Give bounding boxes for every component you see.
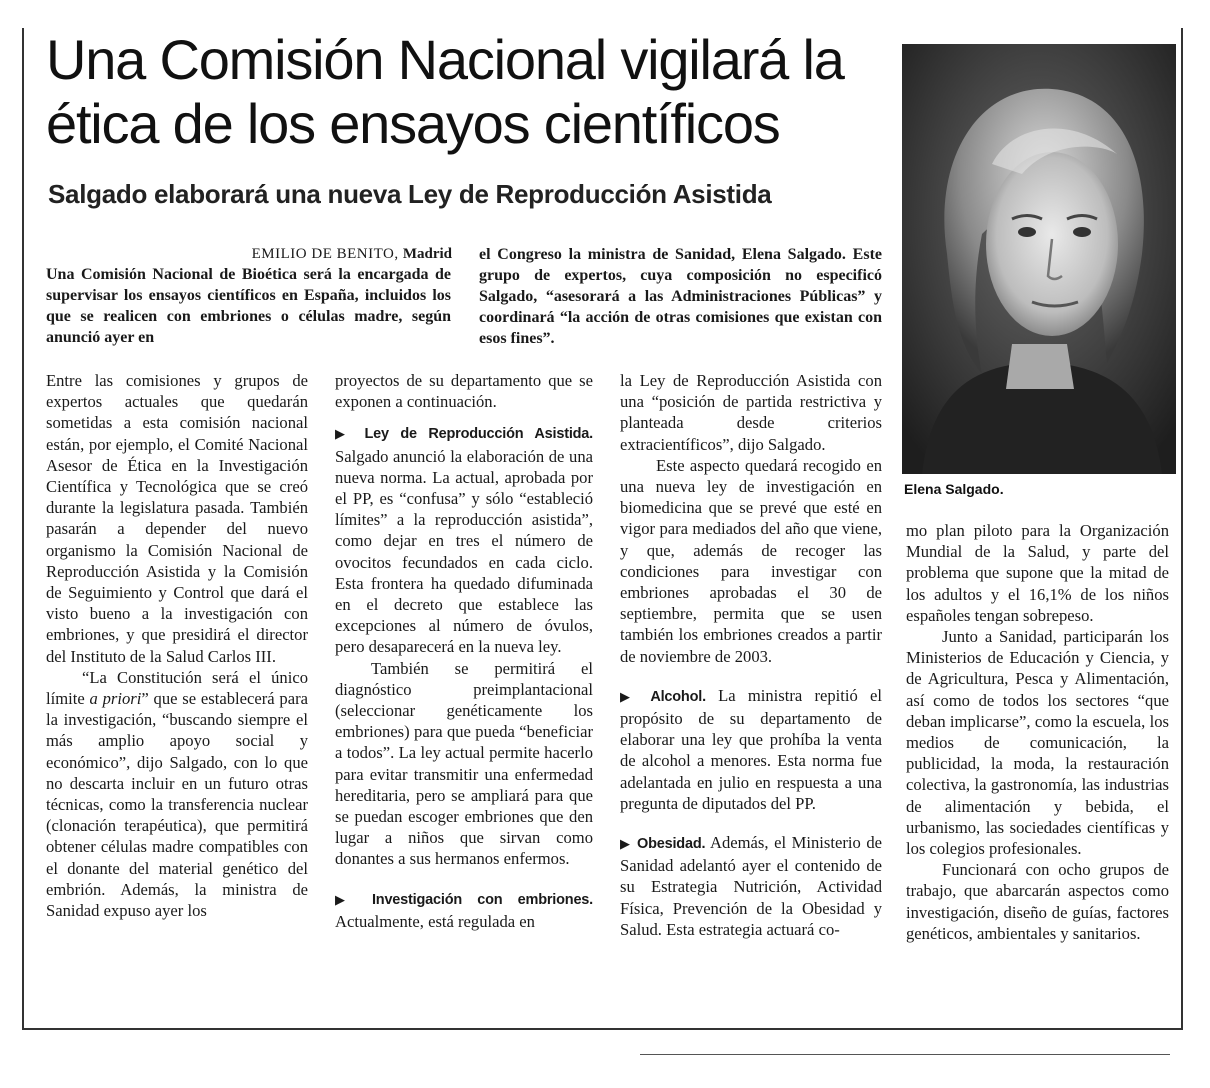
section-heading: Investigación con embriones. bbox=[371, 891, 593, 908]
body-column-4 bbox=[906, 520, 1169, 944]
frame-right-rule bbox=[1181, 28, 1183, 1030]
body-paragraph: La ministra repitió el propósito de su departamento de elaborar una ley que prohíba la venta de alcohol a menores. Esta norma fue adelantada en julio en respuesta a una pregunta de diputados del PP. bbox=[620, 685, 882, 813]
body-paragraph: También se permitirá el diagnóstico preimplantacional (seleccionar genéticamente los embriones) para que pueda “beneficiar a todos”. La ley actual permite hacerlo para evitar transmitir una enfermedad hereditaria, pero se ampliará para que se puedan escoger embriones que den lugar a niños que sirvan como donantes a sus hermanos enfermos. bbox=[335, 658, 593, 869]
body-paragraph: Además, el Ministerio de Sanidad adelantó ayer el contenido de su Estrategia Nutrición, Actividad Física, Prevención de la Obesidad y Salud. Esta estrategia actuará co- bbox=[620, 833, 883, 939]
headline: Una Comisión Nacional vigilará la ética de los ensayos científicos bbox=[46, 28, 844, 155]
body-paragraph: proyectos de su departamento que se exponen a continuación. bbox=[335, 371, 593, 412]
quote-text-end: ” que se establecerá para la investigación, “buscando siempre el más amplio apoyo social y económico”, dijo Salgado, con lo que no descarta incluir en un futuro otras técnicas, como la transferencia nuclear (clonación terapéutica), que permitirá obtener células madre compatibles con el donante del material genético del embrión. Además, la ministra de Sanidad expuso ayer los bbox=[46, 689, 308, 921]
byline-place: Madrid bbox=[402, 246, 452, 262]
section-arrow-icon: ▶ bbox=[335, 892, 357, 908]
body-paragraph: mo plan piloto para la Organización Mundial de la Salud, y parte del problema que supone que la mitad de los adultos y el 16,1% de los niños españoles tengan sobrepeso. bbox=[906, 521, 1169, 625]
subheadline: Salgado elaborará una nueva Ley de Reproducción Asistida bbox=[48, 179, 772, 209]
quote-italic-text: a priori bbox=[89, 689, 142, 709]
lead-paragraph-part-2: el Congreso la ministra de Sanidad, Elena Salgado. Este grupo de expertos, cuya composición no especificó Salgado, “asesorará a las Administraciones Públicas” y coordinará “la acción de otras comisiones que existan con esos fines”. bbox=[479, 246, 882, 347]
body-paragraph: Funcionará con ocho grupos de trabajo, que abarcarán aspectos como investigación, diseño de guías, factores genéticos, ambientales y sanitarios. bbox=[906, 860, 1169, 943]
section-heading: Ley de Reproducción Asistida. bbox=[364, 426, 593, 443]
bottom-rule bbox=[640, 1054, 1170, 1055]
section-heading: Obesidad. bbox=[637, 836, 706, 853]
byline bbox=[232, 244, 452, 264]
section-alcohol bbox=[620, 685, 882, 814]
body-paragraph-quote bbox=[46, 667, 308, 921]
section-embriones bbox=[335, 888, 593, 932]
body-paragraph: Junto a Sanidad, participarán los Ministerios de Educación y Ciencia, y de Agricultura, Pesca y Alimentación, así como de todos los sectores “que deban implicarse”, como la escuela, los medios de comunicación, la publicidad, la moda, la restauración colectiva, la gastronomía, las industrias de alimentación y bebida, el urbanismo, las sociedades científicas y los colegios profesionales. bbox=[906, 627, 1169, 859]
section-obesidad bbox=[620, 832, 882, 940]
body-paragraph: Salgado anunció la elaboración de una nueva norma. La actual, aprobada por el PP, es “confusa” y sólo “estableció límites” a la reproducción asistida”, como dejar en tres el número de ovocitos fecundados en cada ciclo. Esta frontera ha quedado difuminada en el decreto que establece las excepciones al número de óvulos, pero desaparecerá en la nueva ley. bbox=[335, 446, 593, 657]
section-arrow-icon: ▶ bbox=[335, 427, 353, 443]
portrait-photo bbox=[902, 44, 1176, 474]
photo-caption: Elena Salgado. bbox=[904, 481, 1004, 497]
body-paragraph: Este aspecto quedará recogido en una nueva ley de investigación en biomedicina que se prevé que esté en vigor para mediados del año que viene, y que, además de recoger las condiciones para investigar con embriones aprobadas el 30 de septiembre, permita que se usen también los embriones creados a partir de noviembre de 2003. bbox=[620, 455, 882, 666]
lead-paragraph-part-1: Una Comisión Nacional de Bioética será la encargada de supervisar los ensayos científicos en España, incluidos los que se realicen con embriones o células madre, según anunció ayer en bbox=[46, 266, 451, 346]
frame-left-rule bbox=[22, 28, 24, 1028]
body-column-1 bbox=[46, 370, 308, 921]
section-arrow-icon: ▶ bbox=[620, 837, 632, 853]
body-column-3 bbox=[620, 370, 882, 940]
body-paragraph: Actualmente, está regulada en bbox=[335, 911, 535, 931]
body-paragraph: la Ley de Reproducción Asistida con una “posición de partida restrictiva y planteada desde criterios extracientíficos”, dijo Salgado. bbox=[620, 371, 882, 454]
portrait-illustration bbox=[902, 44, 1176, 474]
frame-bottom-rule bbox=[22, 1028, 1182, 1030]
section-reproduccion bbox=[335, 422, 593, 657]
section-arrow-icon: ▶ bbox=[620, 689, 639, 705]
body-paragraph: Entre las comisiones y grupos de expertos actuales que quedarán sometidas a esta comisión nacional están, por ejemplo, el Comité Nacional Asesor de Ética en la Investigación Científica y Tecnológica que se creó durante la legislatura pasada. También pasarán a depender del nuevo organismo la Comisión Nacional de Reproducción Asistida y la Comisión de Seguimiento y Control que dará el visto bueno a la investigación con embriones, y que presidirá el director del Instituto de la Salud Carlos III. bbox=[46, 371, 308, 666]
body-column-2 bbox=[335, 370, 593, 932]
quote-text-start: “La Constitución será el único límite bbox=[46, 667, 308, 709]
byline-author: EMILIO DE BENITO, bbox=[251, 246, 399, 262]
section-heading: Alcohol. bbox=[650, 688, 706, 705]
